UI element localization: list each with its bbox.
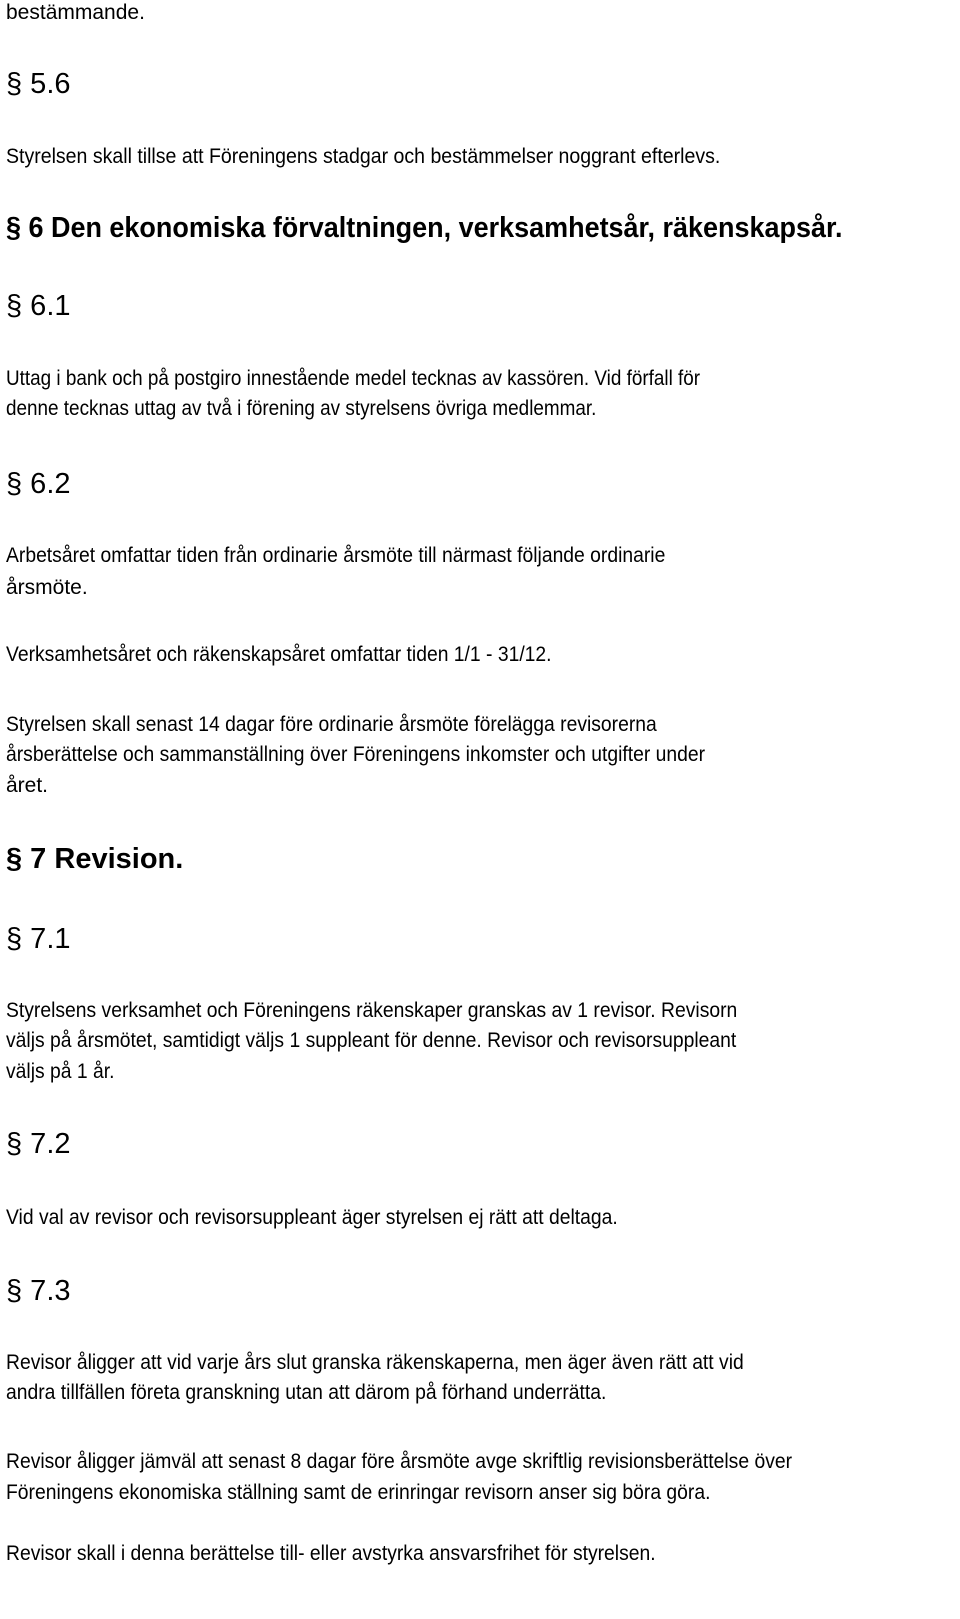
section-heading-7: § 7 Revision. <box>6 843 184 875</box>
section-number-5-6: § 5.6 <box>6 68 71 100</box>
text-line: året. <box>6 774 49 797</box>
text-line: andra tillfällen företa granskning utan att därom på förhand underrätta. <box>6 1381 607 1404</box>
text-line: väljs på 1 år. <box>6 1060 115 1083</box>
text-line: Revisor skall i denna berättelse till- eller avstyrka ansvarsfrihet för styrelsen. <box>6 1542 656 1565</box>
text-line: bestämmande. <box>6 1 145 24</box>
section-number-7-2: § 7.2 <box>6 1128 71 1160</box>
text-line: Styrelsens verksamhet och Föreningens räkenskaper granskas av 1 revisor. Revisorn <box>6 999 738 1022</box>
section-number-7-3: § 7.3 <box>6 1275 71 1307</box>
text-line: årsberättelse och sammanställning över Föreningens inkomster och utgifter under <box>6 743 706 766</box>
section-number-6-1: § 6.1 <box>6 290 71 322</box>
text-line: Föreningens ekonomiska ställning samt de erinringar revisorn anser sig böra göra. <box>6 1481 711 1504</box>
text-line: Verksamhetsåret och räkenskapsåret omfattar tiden 1/1 - 31/12. <box>6 643 552 666</box>
text-line: Revisor åligger jämväl att senast 8 dagar före årsmöte avge skriftlig revisionsberättelse över <box>6 1450 793 1473</box>
section-heading-6: § 6 Den ekonomiska förvaltningen, verksamhetsår, räkenskapsår. <box>6 212 843 244</box>
text-line: Styrelsen skall senast 14 dagar före ordinarie årsmöte förelägga revisorerna <box>6 713 657 736</box>
section-number-7-1: § 7.1 <box>6 923 71 955</box>
text-line: väljs på årsmötet, samtidigt väljs 1 suppleant för denne. Revisor och revisorsuppleant <box>6 1029 737 1052</box>
text-line: Revisor åligger att vid varje års slut granska räkenskaperna, men äger även rätt att vid <box>6 1351 744 1374</box>
text-line: årsmöte. <box>6 576 88 599</box>
text-line: Vid val av revisor och revisorsuppleant äger styrelsen ej rätt att deltaga. <box>6 1206 618 1229</box>
text-line: denne tecknas uttag av två i förening av styrelsens övriga medlemmar. <box>6 397 597 420</box>
section-number-6-2: § 6.2 <box>6 468 71 500</box>
text-line: Uttag i bank och på postgiro innestående medel tecknas av kassören. Vid förfall för <box>6 367 701 390</box>
text-line: Styrelsen skall tillse att Föreningens stadgar och bestämmelser noggrant efterlevs. <box>6 145 721 168</box>
text-line: Arbetsåret omfattar tiden från ordinarie årsmöte till närmast följande ordinarie <box>6 544 666 567</box>
